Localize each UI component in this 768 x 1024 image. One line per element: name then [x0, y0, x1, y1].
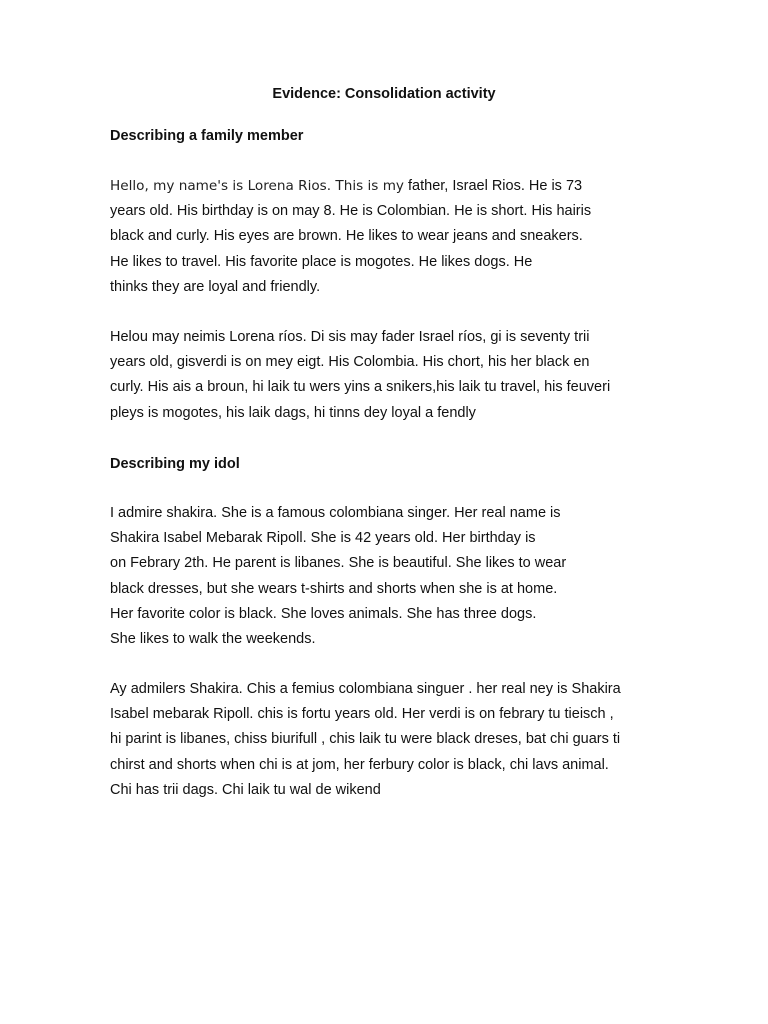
paragraph-line	[110, 174, 670, 199]
paragraph-line-rest: father, Israel Rios. He is 73	[403, 178, 583, 194]
paragraph-line: Helou may neimis Lorena ríos. Di sis may fader Israel ríos, gi is seventy trii	[110, 329, 590, 345]
section-heading-family-member: Describing a family member	[110, 128, 304, 144]
paragraph-line: pleys is mogotes, his laik dags, hi tinns dey loyal a fendly	[110, 404, 476, 421]
paragraph-idol-english	[110, 501, 670, 652]
paragraph-line: Shakira Isabel Mebarak Ripoll. She is 42 years old. Her birthday is	[110, 530, 536, 547]
paragraph-line: Chi has trii dags. Chi laik tu wal de wikend	[110, 781, 381, 798]
paragraph-family-member-english	[110, 174, 670, 300]
paragraph-line: curly. His ais a broun, hi laik tu wers yins a snikers,his laik tu travel, his feuveri	[110, 379, 611, 396]
paragraph-family-member-phonetic	[110, 325, 670, 426]
paragraph-line: She likes to walk the weekends.	[110, 631, 316, 648]
paragraph-line: thinks they are loyal and friendly.	[110, 278, 321, 295]
paragraph-idol-phonetic	[110, 677, 670, 803]
paragraph-line: black and curly. His eyes are brown. He likes to wear jeans and sneakers.	[110, 228, 583, 245]
paragraph-line: I admire shakira. She is a famous colombiana singer. Her real name is	[110, 505, 561, 521]
paragraph-line: Ay admilers Shakira. Chis a femius colombiana singuer . her real ney is Shakira	[110, 681, 621, 697]
paragraph-line: Isabel mebarak Ripoll. chis is fortu years old. Her verdi is on febrary tu tieisch ,	[110, 706, 614, 723]
document-title: Evidence: Consolidation activity	[272, 86, 496, 102]
paragraph-line: He likes to travel. His favorite place is mogotes. He likes dogs. He	[110, 253, 533, 270]
paragraph-line: years old. His birthday is on may 8. He is Colombian. He is short. His hairis	[110, 203, 592, 220]
section-heading-my-idol: Describing my idol	[110, 456, 240, 472]
paragraph-line: hi parint is libanes, chiss biurifull , chis laik tu were black dreses, bat chi guars ti	[110, 731, 621, 748]
paragraph-line: on Febrary 2th. He parent is libanes. She is beautiful. She likes to wear	[110, 555, 567, 572]
paragraph-line: Her favorite color is black. She loves animals. She has three dogs.	[110, 605, 537, 622]
paragraph-line-intro: Hello, my name's is Lorena Rios. This is my	[110, 178, 404, 194]
paragraph-line: years old, gisverdi is on mey eigt. His Colombia. His chort, his her black en	[110, 354, 590, 371]
paragraph-line: chirst and shorts when chi is at jom, her ferbury color is black, chi lavs animal.	[110, 756, 609, 773]
paragraph-line: black dresses, but she wears t-shirts and shorts when she is at home.	[110, 580, 558, 597]
